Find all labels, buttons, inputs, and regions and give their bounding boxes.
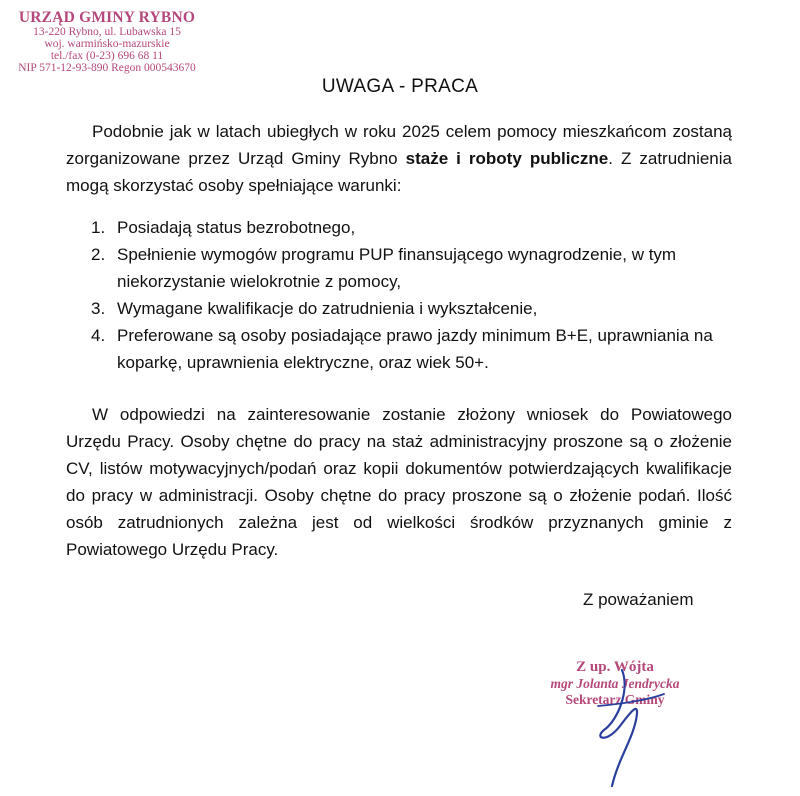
signature-name: mgr Jolanta Jendrycka (550, 676, 680, 691)
list-item-text: Posiadają status bezrobotnego, (117, 218, 356, 237)
stamp-region: woj. warmińsko-mazurskie (44, 38, 170, 51)
list-item-number: 3. (91, 299, 106, 318)
list-item (66, 322, 732, 376)
stamp-ids: NIP 571-12-93-890 Regon 000543670 (18, 62, 196, 75)
signature-on-behalf: Z up. Wójta (576, 659, 654, 675)
list-item-text: Spełnienie wymogów programu PUP finansującego wynagrodzenie, w tym niekorzystanie wielokrotnie z pomocy, (117, 245, 677, 291)
stamp-title: URZĄD GMINY RYBNO (18, 9, 196, 26)
signature-role: Sekretarz Gminy (565, 692, 665, 708)
office-stamp (4, 10, 210, 75)
list-item (66, 295, 732, 322)
list-item-number: 4. (91, 326, 106, 345)
details-paragraph: W odpowiedzi na zainteresowanie zostanie złożony wniosek do Powiatowego Urzędu Pracy. Osoby chętne do pracy na staż administracyjny proszone są o złożenie CV, listów motywacyjnych/podań oraz kopii dokumentów potwierdzających kwalifikacje do pracy w administracji. Osoby chętne do pracy proszone są o złożenie podań. Ilość osób zatrudnionych zależna jest od wielkości środków przyznanych gminie z Powiatowego Urzędu Pracy. (66, 405, 732, 559)
intro-text: Podobnie jak w latach ubiegłych w roku 2025 celem pomocy mieszkańcom zostaną zorganizowane przez Urząd Gminy Rybno (66, 122, 732, 168)
list-item-number: 1. (91, 218, 106, 237)
list-item (66, 241, 732, 295)
stamp-address: 13-220 Rybno, ul. Lubawska 15 (33, 26, 181, 39)
intro-text-after: . Z zatrudnienia mogą skorzystać osoby spełniające warunki: (66, 149, 732, 195)
page-title: UWAGA - PRACA (321, 76, 479, 97)
conditions-list (66, 214, 732, 376)
closing-text: Z poważaniem (583, 590, 694, 609)
list-item-number: 2. (91, 245, 106, 264)
handwritten-signature (560, 660, 680, 790)
intro-paragraph (66, 118, 732, 199)
stamp-phone: tel./fax (0-23) 696 68 11 (50, 50, 164, 63)
list-item-text: Preferowane są osoby posiadające prawo jazdy minimum B+E, uprawniania na koparkę, uprawnienia elektryczne, oraz wiek 50+. (117, 326, 713, 372)
list-item (66, 214, 732, 241)
intro-bold: staże i roboty publiczne (405, 149, 609, 168)
list-item-text: Wymagane kwalifikacje do zatrudnienia i wykształcenie, (117, 299, 538, 318)
